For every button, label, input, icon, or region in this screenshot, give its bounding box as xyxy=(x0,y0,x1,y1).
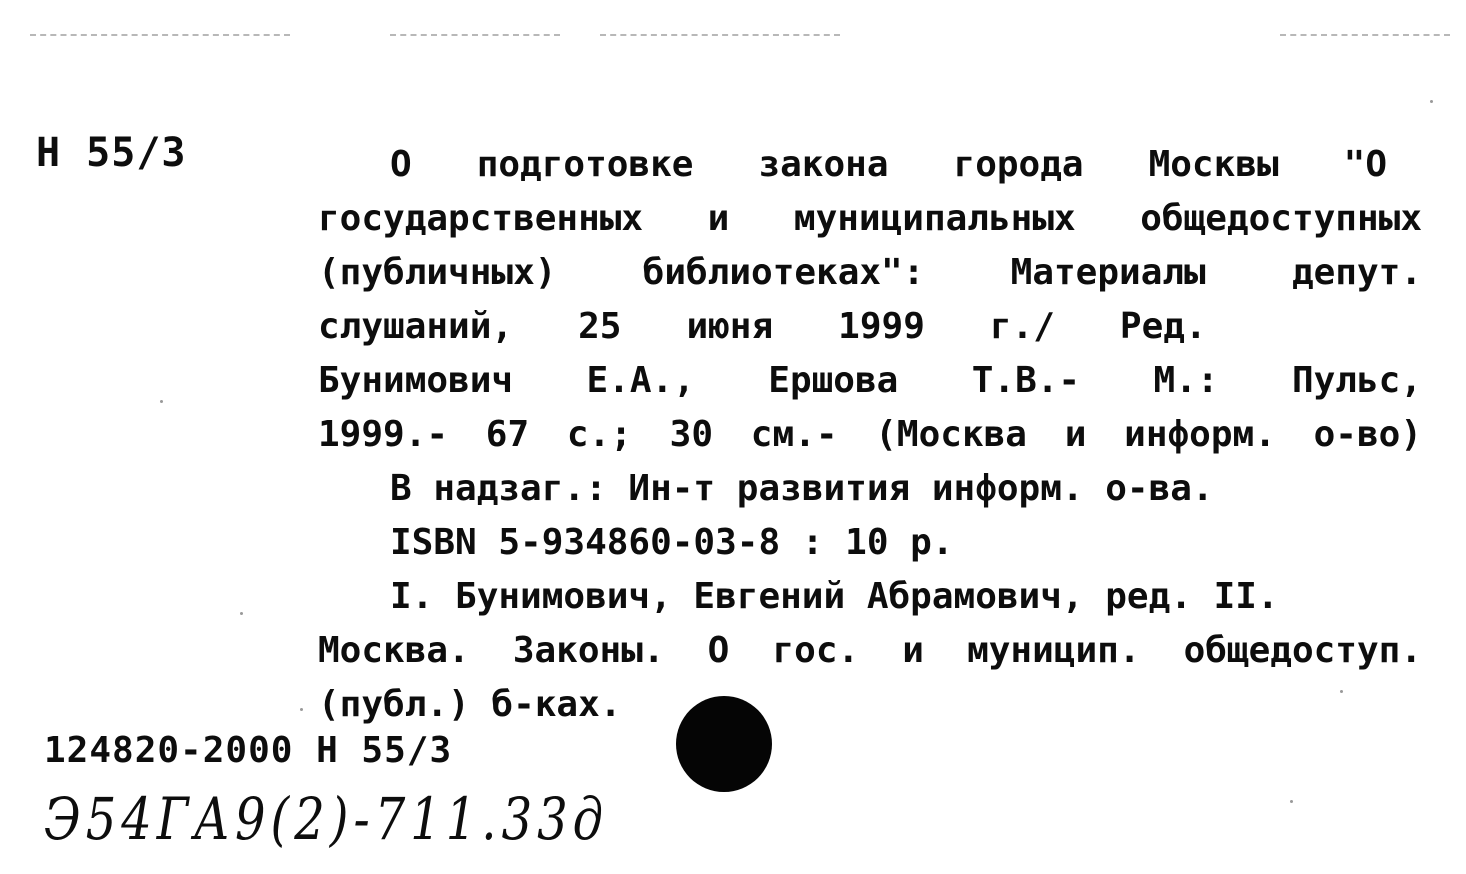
handwritten-classification-code: Э54ГА9(2)-711.33д xyxy=(44,786,609,854)
tracings-line: Москва. Законы. О гос. и муницип. общедоступ. xyxy=(318,630,1422,671)
entry-line: государственных и муниципальных общедоступных xyxy=(318,198,1422,239)
scan-speck xyxy=(160,400,163,403)
entry-line: Бунимович Е.А., Ершова Т.В.- М.: Пульс, xyxy=(318,360,1422,401)
scan-speck xyxy=(240,612,243,615)
accession-number: 124820-2000 Н 55/3 xyxy=(44,730,453,771)
top-dashed-rule xyxy=(600,34,840,36)
top-dashed-rule xyxy=(390,34,560,36)
scan-speck xyxy=(1290,800,1293,803)
top-dashed-rule xyxy=(30,34,290,36)
entry-line: О подготовке закона города Москвы "О xyxy=(390,144,1387,185)
bibliographic-entry xyxy=(318,138,1422,732)
entry-line: (публичных) библиотеках": Материалы депут. xyxy=(318,252,1422,293)
entry-line: слушаний, 25 июня 1999 г./ Ред. xyxy=(318,306,1207,347)
tracings-line: I. Бунимович, Евгений Абрамович, ред. II. xyxy=(390,576,1279,617)
punch-hole xyxy=(676,696,772,792)
isbn-line: ISBN 5-934860-03-8 : 10 р. xyxy=(390,522,954,563)
tracings-line: (публ.) б-ках. xyxy=(318,684,622,725)
scan-speck xyxy=(300,708,303,711)
entry-note-line: В надзаг.: Ин-т развития информ. о-ва. xyxy=(390,468,1214,509)
scan-speck xyxy=(1340,690,1343,693)
entry-line: 1999.- 67 с.; 30 см.- (Москва и информ. о-во) xyxy=(318,414,1422,455)
shelfmark: Н 55/3 xyxy=(36,130,187,176)
top-dashed-rule xyxy=(1280,34,1450,36)
scan-speck xyxy=(1430,100,1433,103)
